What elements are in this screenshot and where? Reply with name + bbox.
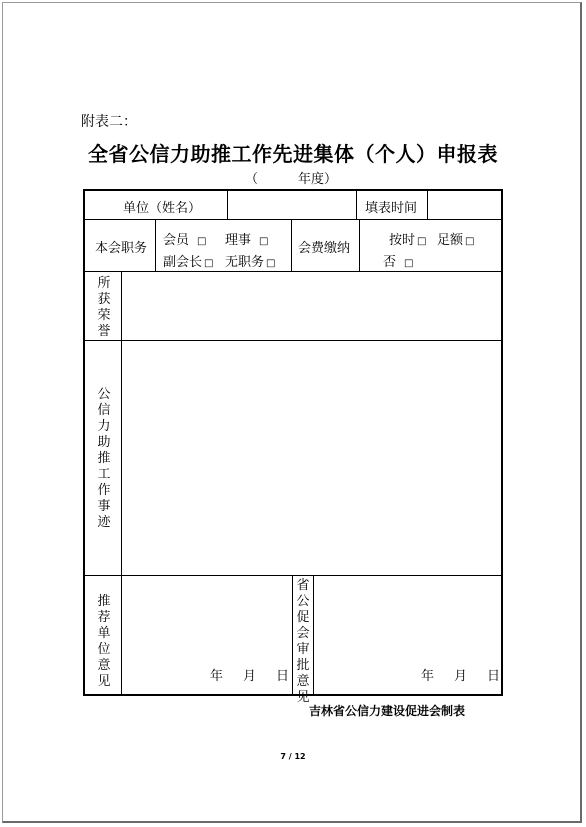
approve-date[interactable] xyxy=(421,665,500,684)
year-line xyxy=(245,168,337,187)
fee-label: 会费缴纳 xyxy=(298,241,351,256)
year-open: （ xyxy=(245,172,259,187)
checkbox-full-amount[interactable]: □ xyxy=(465,236,475,247)
option-vice-president-label: 副会长 xyxy=(163,255,203,270)
attachment-label: 附表二： xyxy=(81,114,137,130)
recommend-date-day: 日 xyxy=(276,669,290,684)
option-member-label: 会员 xyxy=(163,233,190,248)
fill-time-label: 填表时间 xyxy=(365,201,418,216)
option-full-amount[interactable] xyxy=(437,229,474,248)
year-label: 年度） xyxy=(298,172,338,187)
approve-label: 省公促会审批意见 xyxy=(296,578,310,705)
checkbox-vice-president[interactable]: □ xyxy=(204,258,214,269)
option-no-label: 否 xyxy=(383,255,397,270)
recommend-date-month: 月 xyxy=(243,669,257,684)
checkbox-no-position[interactable]: □ xyxy=(266,258,276,269)
option-director[interactable] xyxy=(225,229,268,248)
deeds-label: 公信力助推工作事迹 xyxy=(97,387,111,530)
position-label: 本会职务 xyxy=(95,241,148,256)
deeds-input[interactable] xyxy=(125,344,497,572)
honors-label: 所获荣誉 xyxy=(97,276,111,339)
recommend-date-year: 年 xyxy=(210,669,224,684)
checkbox-member[interactable]: □ xyxy=(197,236,207,247)
option-on-time-label: 按时 xyxy=(389,233,416,248)
recommend-label: 推荐单位意见 xyxy=(97,594,111,689)
checkbox-on-time[interactable]: □ xyxy=(417,236,427,247)
honors-input[interactable] xyxy=(125,275,497,337)
fill-time-input[interactable] xyxy=(431,193,497,217)
option-no-position-label: 无职务 xyxy=(225,255,265,270)
unit-name-label: 单位（姓名） xyxy=(123,201,202,216)
page-number: 7 / 12 xyxy=(280,752,306,761)
form-maker: 吉林省公信力建设促进会制表 xyxy=(309,704,466,718)
approve-date-year: 年 xyxy=(421,669,435,684)
form-title: 全省公信力助推工作先进集体（个人）申报表 xyxy=(88,142,498,166)
approve-date-month: 月 xyxy=(454,669,468,684)
approve-date-day: 日 xyxy=(487,669,501,684)
recommend-date[interactable] xyxy=(210,665,289,684)
checkbox-no[interactable]: □ xyxy=(404,258,414,269)
application-form-table xyxy=(83,189,503,705)
option-full-amount-label: 足额 xyxy=(437,233,464,248)
option-vice-president[interactable] xyxy=(163,251,213,270)
unit-name-input[interactable] xyxy=(231,193,353,217)
option-no[interactable] xyxy=(383,251,413,270)
option-on-time[interactable] xyxy=(389,229,426,248)
option-member[interactable] xyxy=(163,229,206,248)
checkbox-director[interactable]: □ xyxy=(259,236,269,247)
option-director-label: 理事 xyxy=(225,233,252,248)
option-no-position[interactable] xyxy=(225,251,275,270)
